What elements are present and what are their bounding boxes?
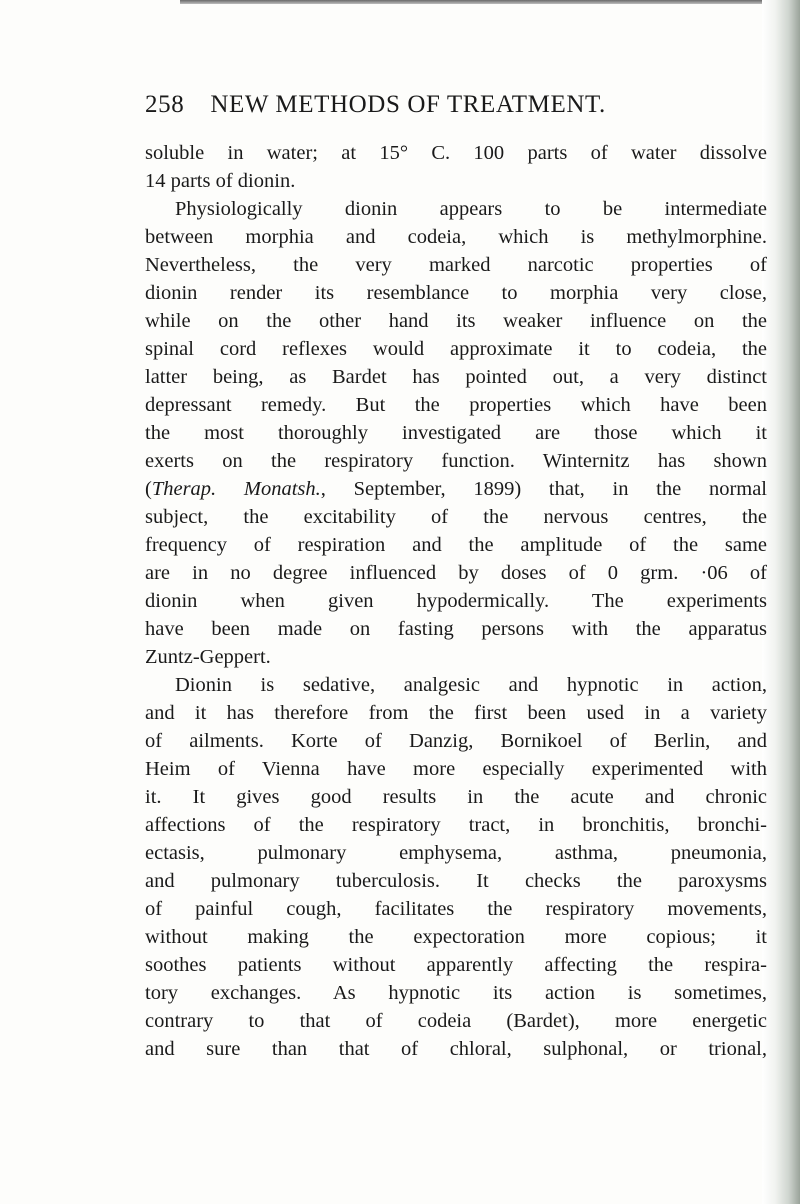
- text-line: frequency of respiration and the amplitude of the same: [145, 534, 767, 556]
- text-line: Heim of Vienna have more especially experimented with: [145, 758, 767, 780]
- text-line: of painful cough, facilitates the respiratory movements,: [145, 898, 767, 920]
- text-line: soluble in water; at 15° C. 100 parts of water dissolve: [145, 142, 767, 164]
- text-line: contrary to that of codeia (Bardet), more energetic: [145, 1010, 767, 1032]
- text-line: affections of the respiratory tract, in bronchitis, bronchi-: [145, 814, 767, 836]
- running-header: [145, 91, 705, 119]
- text-line: of ailments. Korte of Danzig, Bornikoel of Berlin, and: [145, 730, 767, 752]
- text-line: Zuntz-Geppert.: [145, 646, 271, 668]
- text-line: it. It gives good results in the acute and chronic: [145, 786, 767, 808]
- text-line: soothes patients without apparently affecting the respira-: [145, 954, 767, 976]
- page-number: 258: [145, 91, 185, 118]
- running-title: NEW METHODS OF TREATMENT.: [210, 91, 606, 118]
- text-line: ectasis, pulmonary emphysema, asthma, pneumonia,: [145, 842, 767, 864]
- text-line: while on the other hand its weaker influence on the: [145, 310, 767, 332]
- text-line: 14 parts of dionin.: [145, 170, 296, 192]
- text-line: are in no degree influenced by doses of 0 grm. ·06 of: [145, 562, 767, 584]
- text-line: latter being, as Bardet has pointed out, a very distinct: [145, 366, 767, 388]
- text-line: dionin when given hypodermically. The experiments: [145, 590, 767, 612]
- text-line: and sure than that of chloral, sulphonal, or trional,: [145, 1038, 767, 1060]
- text-line: and pulmonary tuberculosis. It checks the paroxysms: [145, 870, 767, 892]
- text-line: between morphia and codeia, which is methylmorphine.: [145, 226, 767, 248]
- text-line: Physiologically dionin appears to be intermediate: [175, 198, 767, 220]
- text-line: exerts on the respiratory function. Winternitz has shown: [145, 450, 767, 472]
- page-edge-shadow: [762, 0, 800, 1204]
- journal-title: Therap. Monatsh.: [151, 478, 321, 500]
- text-line: dionin render its resemblance to morphia very close,: [145, 282, 767, 304]
- body-text: [145, 139, 767, 1063]
- text-line-citation: [145, 475, 767, 503]
- text-line: tory exchanges. As hypnotic its action is sometimes,: [145, 982, 767, 1004]
- text-line: have been made on fasting persons with the apparatus: [145, 618, 767, 640]
- text-line: and it has therefore from the first been used in a variety: [145, 702, 767, 724]
- text-line: the most thoroughly investigated are those which it: [145, 422, 767, 444]
- citation-open: (: [145, 478, 152, 500]
- text-line: Dionin is sedative, analgesic and hypnotic in action,: [175, 674, 767, 696]
- text-line: Nevertheless, the very marked narcotic properties of: [145, 254, 767, 276]
- text-line: depressant remedy. But the properties which have been: [145, 394, 767, 416]
- text-line: subject, the excitability of the nervous centres, the: [145, 506, 767, 528]
- text-line: without making the expectoration more copious; it: [145, 926, 767, 948]
- citation-rest: , September, 1899) that, in the normal: [320, 478, 768, 500]
- text-line: spinal cord reflexes would approximate it to codeia, the: [145, 338, 767, 360]
- top-edge-shadow: [180, 0, 800, 4]
